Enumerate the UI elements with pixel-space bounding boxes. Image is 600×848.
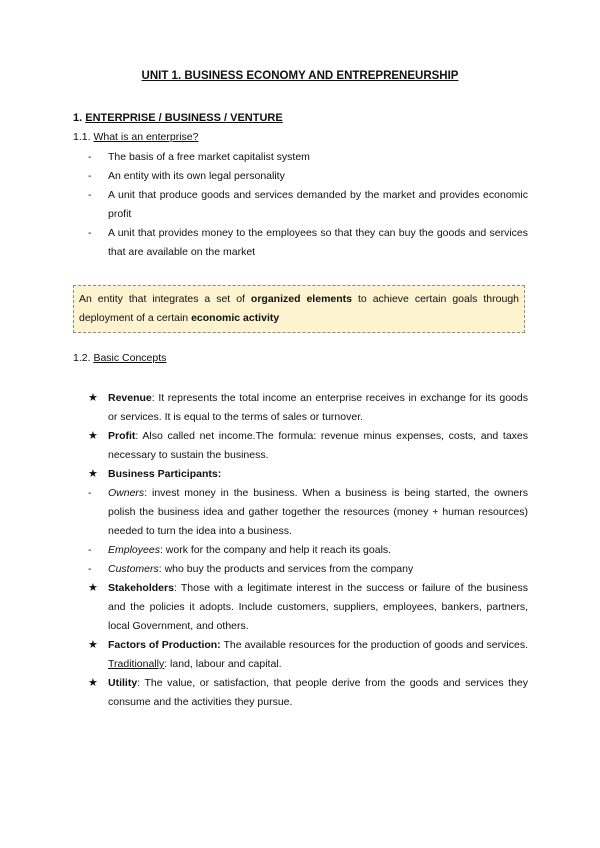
- concept-text: : Also called net income.The formula: revenue minus expenses, costs, and taxes necessary to sustain the business.: [108, 430, 528, 461]
- star-bullet-icon: ★: [88, 468, 98, 480]
- participant-text: : invest money in the business. When a business is being started, the owners polish the business idea and gather together the resources (money + human resources) needed to turn the idea into a business.: [108, 487, 528, 537]
- dash-bullet: -: [88, 170, 92, 182]
- callout-bold: organized elements: [250, 293, 352, 305]
- participant-term: Customers: [108, 563, 159, 575]
- concept-text: : It represents the total income an enterprise receives in exchange for its goods or services. It is equal to the terms of sales or turnover.: [108, 392, 528, 423]
- participant-employees: [88, 541, 528, 560]
- participant-term: Owners: [108, 487, 145, 499]
- section-heading: [73, 112, 283, 124]
- list-item: [88, 224, 528, 262]
- list-item-text: A unit that produce goods and services demanded by the market and provides economic profit: [108, 189, 528, 220]
- dash-bullet: -: [88, 563, 92, 575]
- list-item-text: The basis of a free market capitalist system: [108, 151, 310, 163]
- concept-term: Stakeholders: [108, 582, 174, 594]
- concept-utility: [88, 674, 528, 712]
- concept-factors-of-production: [88, 636, 528, 674]
- concept-text: : The value, or satisfaction, that people derive from the goods and services they consume and the activities they pursue.: [108, 677, 528, 708]
- definition-callout: [73, 285, 525, 333]
- participant-text: : who buy the products and services from the company: [158, 563, 414, 575]
- dash-bullet: -: [88, 227, 92, 239]
- participant-text: : work for the company and help it reach its goals.: [159, 544, 392, 556]
- list-item: [88, 148, 528, 167]
- section-number: 1.: [73, 112, 83, 124]
- participant-term: Employees: [108, 544, 160, 556]
- star-bullet-icon: ★: [88, 430, 98, 442]
- dash-bullet: -: [88, 544, 92, 556]
- concept-term: Factors of Production:: [108, 639, 221, 651]
- concept-text: The available resources for the production of goods and services.: [220, 639, 528, 651]
- section-title: ENTERPRISE / BUSINESS / VENTURE: [85, 112, 283, 124]
- subsection-number: 1.1.: [73, 131, 91, 143]
- concept-underlined-text: Traditionally: [108, 658, 165, 670]
- dash-bullet: -: [88, 487, 92, 499]
- concept-term: Revenue: [108, 392, 152, 404]
- concept-term: Profit: [108, 430, 136, 442]
- star-bullet-icon: ★: [88, 392, 98, 404]
- list-item: [88, 186, 528, 224]
- concept-profit: [88, 427, 528, 465]
- concept-stakeholders: [88, 579, 528, 636]
- star-bullet-icon: ★: [88, 639, 98, 651]
- subsection-title: What is an enterprise?: [93, 131, 199, 143]
- subsection-heading-1-1: [73, 131, 199, 143]
- concept-revenue: [88, 389, 528, 427]
- star-bullet-icon: ★: [88, 677, 98, 689]
- enterprise-definition-list: [88, 148, 528, 262]
- subsection-title: Basic Concepts: [93, 352, 167, 364]
- list-item-text: An entity with its own legal personality: [108, 170, 285, 182]
- dash-bullet: -: [88, 151, 92, 163]
- participant-owners: [88, 484, 528, 541]
- list-item: [88, 167, 528, 186]
- concept-text: : land, labour and capital.: [164, 658, 282, 670]
- concept-business-participants: [88, 465, 528, 484]
- subsection-heading-1-2: [73, 352, 166, 364]
- participant-customers: [88, 560, 528, 579]
- callout-text: to achieve certain goals through deployment of a certain: [79, 293, 519, 324]
- page-title: UNIT 1. BUSINESS ECONOMY AND ENTREPRENEURSHIP: [141, 70, 459, 82]
- concept-term: Business Participants:: [108, 468, 222, 480]
- subsection-number: 1.2.: [73, 352, 91, 364]
- concept-text: : Those with a legitimate interest in the success or failure of the business and the policies it adopts. Include customers, suppliers, employees, bankers, partners, local Government, and others.: [108, 582, 528, 632]
- concept-term: Utility: [108, 677, 138, 689]
- callout-bold: economic activity: [191, 312, 280, 324]
- dash-bullet: -: [88, 189, 92, 201]
- callout-text: An entity that integrates a set of: [79, 293, 245, 305]
- basic-concepts-list: [88, 389, 528, 712]
- star-bullet-icon: ★: [88, 582, 98, 594]
- list-item-text: A unit that provides money to the employees so that they can buy the goods and services that are available on the market: [108, 227, 528, 258]
